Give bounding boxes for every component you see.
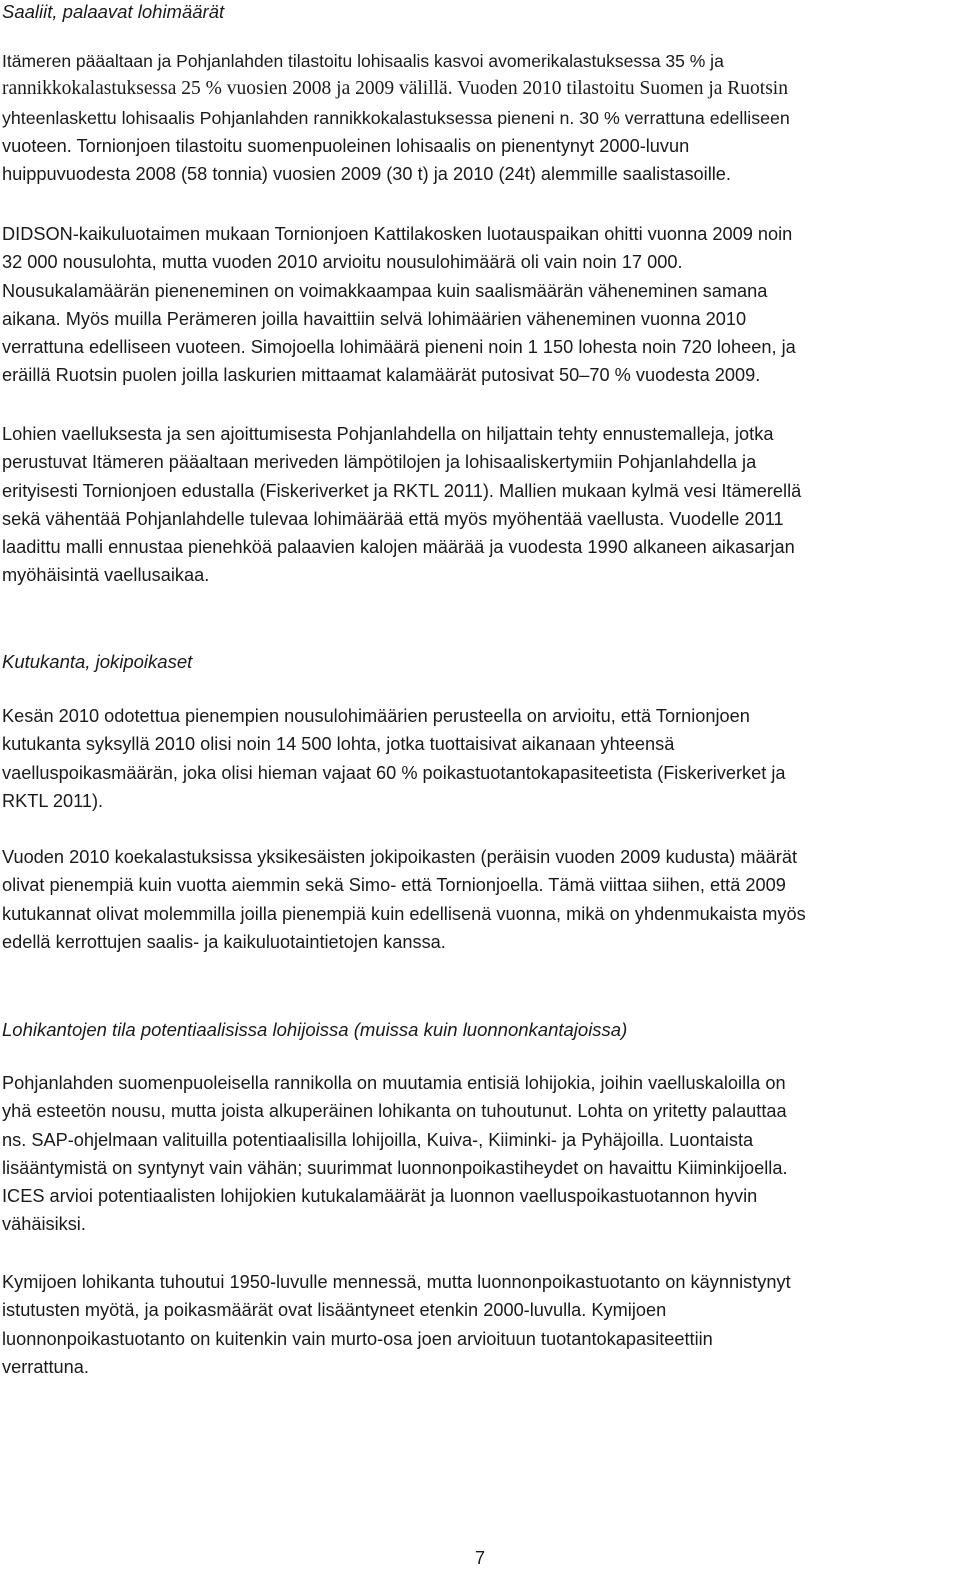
paragraph-lohikannat-1 (2, 1069, 958, 1239)
text-line: perustuvat Itämeren pääaltaan meriveden lämpötilojen ja lohisaaliskertymiin Pohjanlahdella ja (2, 452, 757, 473)
text-line: 32 000 nousulohta, mutta vuoden 2010 arvioitu nousulohimäärä oli vain noin 17 000. (2, 252, 683, 273)
text-line: sekä vähentää Pohjanlahdelle tulevaa lohimäärää että myös myöhentää vaellusta. Vuodelle 2011 (2, 508, 784, 529)
text-line: vaelluspoikasmäärän, joka olisi hieman vajaat 60 % poikastuotantokapasiteetista (Fiskeriverket ja (2, 762, 786, 783)
paragraph-saaliit-1 (2, 47, 958, 188)
section-heading-lohikantojen-tila: Lohikantojen tila potentiaalisissa lohijoissa (muissa kuin luonnonkantajoissa) (2, 1019, 628, 1040)
text-line: RKTL 2011). (2, 790, 104, 811)
text-line: aikana. Myös muilla Perämeren joilla havaittiin selvä lohimäärien väheneminen vuonna 2010 (2, 308, 747, 329)
text-line: ns. SAP-ohjelmaan valituilla potentiaalisilla lohijoilla, Kuiva-, Kiiminki- ja Pyhäjoilla. Luontaista (2, 1129, 754, 1150)
section-heading-kutukanta: Kutukanta, jokipoikaset (2, 651, 193, 672)
text-line: eräillä Ruotsin puolen joilla laskurien mittaamat kalamäärät putosivat 50–70 % vuodesta 2009. (2, 365, 761, 386)
text-line: erityisesti Tornionjoen edustalla (Fiskeriverket ja RKTL 2011). Mallien mukaan kylmä vesi Itämerellä (2, 480, 802, 501)
text-line: Kymijoen lohikanta tuhoutui 1950-luvulle mennessä, mutta luonnonpoikastuotanto on käynnistynyt (2, 1272, 791, 1292)
text-line: huippuvuodesta 2008 (58 tonnia) vuosien 2009 (30 t) ja 2010 (24t) alemmille saalistasoille. (2, 164, 731, 185)
paragraph-saaliit-2 (2, 220, 958, 390)
text-line: DIDSON-kaikuluotaimen mukaan Tornionjoen Kattilakosken luotauspaikan ohitti vuonna 2009 noin (2, 224, 793, 244)
text-line: olivat pienempiä kuin vuotta aiemmin sekä Simo- että Tornionjoella. Tämä viittaa siihen, että 2009 (2, 875, 786, 896)
text-line: Nousukalamäärän pieneneminen on voimakkaampaa kuin saalismäärän väheneminen samana (2, 280, 768, 301)
text-line: verrattuna edelliseen vuoteen. Simojoella lohimäärä pieneni noin 1 150 lohesta noin 720 loheen, ja (2, 337, 796, 358)
text-line: vähäisiksi. (2, 1214, 86, 1235)
text-line: kutukanta syksyllä 2010 olisi noin 14 500 lohta, jotka tuottaisivat aikanaan yhteensä (2, 734, 675, 755)
text-line: Kesän 2010 odotettua pienempien nousulohimäärien perusteella on arvioitu, että Tornionjoen (2, 706, 750, 726)
text-line: vuoteen. Tornionjoen tilastoitu suomenpuoleinen lohisaalis on pienentynyt 2000-luvun (2, 135, 690, 156)
text-line: edellä kerrottujen saalis- ja kaikuluotaintietojen kanssa. (2, 931, 446, 952)
text-line: yhteenlaskettu lohisaalis Pohjanlahden rannikkokalastuksessa pieneni n. 30 % verrattuna edelliseen (2, 107, 790, 128)
page-number: 7 (474, 1548, 485, 1568)
text-line: myöhäisintä vaellusaikaa. (2, 565, 210, 586)
text-line: verrattuna. (2, 1356, 89, 1377)
paragraph-lohikannat-2 (2, 1268, 958, 1381)
text-line: rannikkokalastuksessa 25 % vuosien 2008 ja 2009 välillä. Vuoden 2010 tilastoitu Suomen ja Ruotsin (2, 78, 788, 100)
text-line: luonnonpoikastuotanto on kuitenkin vain murto-osa joen arvioituun tuotantokapasiteettiin (2, 1328, 713, 1349)
paragraph-saaliit-3 (2, 420, 958, 590)
text-line: laadittu malli ennustaa pienehköä palaavien kalojen määrää ja vuodesta 1990 alkaneen aikasarjan (2, 537, 795, 558)
text-line: istutusten myötä, ja poikasmäärät ovat lisääntyneet etenkin 2000-luvulla. Kymijoen (2, 1300, 667, 1321)
text-line: yhä esteetön nousu, mutta joista alkuperäinen lohikanta on tuhoutunut. Lohta on yritetty palauttaa (2, 1101, 787, 1122)
section-heading-saaliit: Saaliit, palaavat lohimäärät (2, 1, 225, 22)
text-line: Vuoden 2010 koekalastuksissa yksikesäisten jokipoikasten (peräisin vuoden 2009 kudusta) määrät (2, 847, 797, 867)
text-line: ICES arvioi potentiaalisten lohijokien kutukalamäärät ja luonnon vaelluspoikastuotannon hyvin (2, 1186, 758, 1207)
text-line: Itämeren pääaltaan ja Pohjanlahden tilastoitu lohisaalis kasvoi avomerikalastuksessa 35 % ja (2, 51, 724, 71)
text-line: Pohjanlahden suomenpuoleisella rannikolla on muutamia entisiä lohijokia, joihin vaelluskaloilla on (2, 1073, 786, 1093)
paragraph-kutukanta-1 (2, 702, 958, 815)
text-line: lisääntymistä on syntynyt vain vähän; suurimmat luonnonpoikastiheydet on havaittu Kiiminkijoella. (2, 1157, 788, 1178)
text-line: kutukannat olivat molemmilla joilla pienempiä kuin edellisenä vuonna, mikä on yhdenmukaista myös (2, 903, 806, 924)
paragraph-kutukanta-2 (2, 843, 958, 956)
text-line: Lohien vaelluksesta ja sen ajoittumisesta Pohjanlahdella on hiljattain tehty ennustemalleja, jotka (2, 424, 774, 444)
